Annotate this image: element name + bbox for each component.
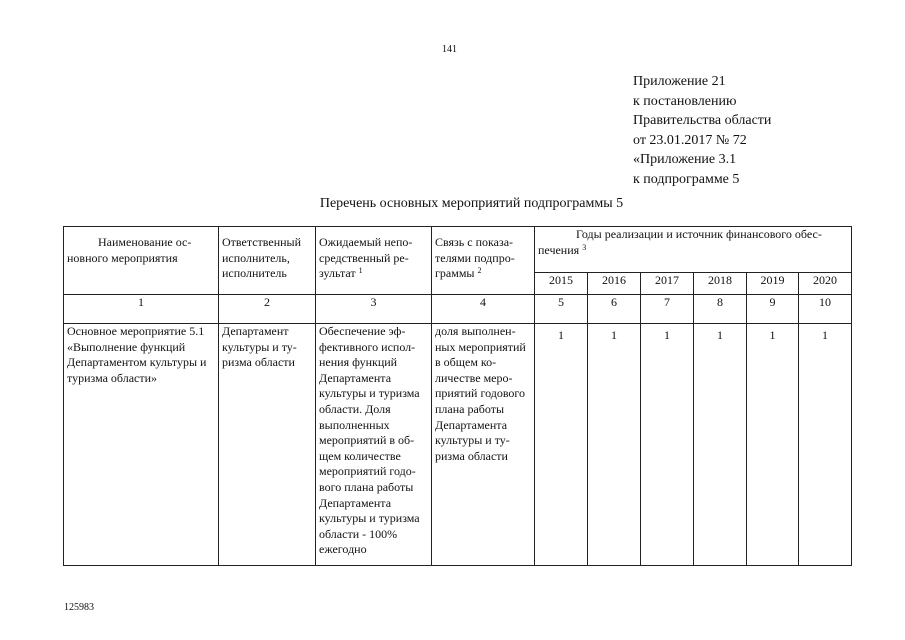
appendix-line: «Приложение 3.1 — [633, 152, 737, 167]
measures-table — [63, 226, 852, 566]
year-cell: 2015 — [535, 273, 588, 295]
column-number: 5 — [535, 295, 588, 324]
year-cell: 2017 — [641, 273, 694, 295]
column-number: 1 — [64, 295, 219, 324]
year-cell: 2018 — [694, 273, 747, 295]
header-years: Годы реализации и источник финансового обеспечения $^3$ — [535, 227, 852, 273]
column-number: 2 — [219, 295, 316, 324]
column-number-row — [64, 295, 852, 324]
column-number: 9 — [747, 295, 799, 324]
header-indicator-link: Связь с показателями подпрограммы $^2$ — [432, 227, 535, 295]
measure-name-cell: Основное мероприятие 5.1 «Выполнение функций Департаментом культуры и туризма области» — [64, 324, 219, 566]
executor-cell: Департамент культуры и туризма области — [219, 324, 316, 566]
header-expected-result: Ожидаемый непосредственный результат $^1$ — [316, 227, 432, 295]
column-number: 7 — [641, 295, 694, 324]
appendix-line: к постановлению — [633, 93, 737, 109]
column-number: 10 — [799, 295, 852, 324]
appendix-line: от 23.01.2017 № 72 — [633, 132, 747, 148]
column-number: 4 — [432, 295, 535, 324]
year-value-cell: 1 — [747, 324, 799, 566]
appendix-line: к подпрограмме 5 — [633, 171, 740, 187]
year-value-cell: 1 — [535, 324, 588, 566]
appendix-line: Приложение 21 — [633, 74, 726, 89]
expected-result-cell: Обеспечение эффективного исполнения функций Департамента культуры и туризма области. Доля выполненных мероприятий в общем количестве мероприятий годового плана работы Департамента культуры и туризма области - 100% ежегодно — [316, 324, 432, 566]
page-number: 141 — [442, 44, 457, 55]
footnote-mark: 1 — [358, 266, 363, 276]
column-number: 6 — [588, 295, 641, 324]
year-cell: 2016 — [588, 273, 641, 295]
column-number: 8 — [694, 295, 747, 324]
appendix-block — [633, 72, 771, 189]
table-header-row — [64, 227, 852, 273]
year-value-cell: 1 — [641, 324, 694, 566]
appendix-line: Правительства области — [633, 113, 772, 128]
year-value-cell: 1 — [588, 324, 641, 566]
footnote-mark: 3 — [582, 242, 587, 252]
footnote-mark: 2 — [477, 266, 482, 276]
year-cell: 2020 — [799, 273, 852, 295]
indicator-link-cell: доля выполненных мероприятий в общем количестве мероприятий годового плана работы Департамента культуры и туризма области — [432, 324, 535, 566]
column-number: 3 — [316, 295, 432, 324]
footer-code: 125983 — [64, 602, 94, 613]
header-measure-name: Наименование основного мероприятия — [64, 227, 219, 295]
document-title-text: Перечень основных мероприятий подпрограммы 5 — [319, 196, 624, 211]
year-value-cell: 1 — [799, 324, 852, 566]
year-value-cell: 1 — [694, 324, 747, 566]
table-row — [64, 324, 852, 566]
year-cell: 2019 — [747, 273, 799, 295]
header-executor: Ответственный исполнитель, исполнитель — [219, 227, 316, 295]
document-title — [0, 196, 905, 212]
